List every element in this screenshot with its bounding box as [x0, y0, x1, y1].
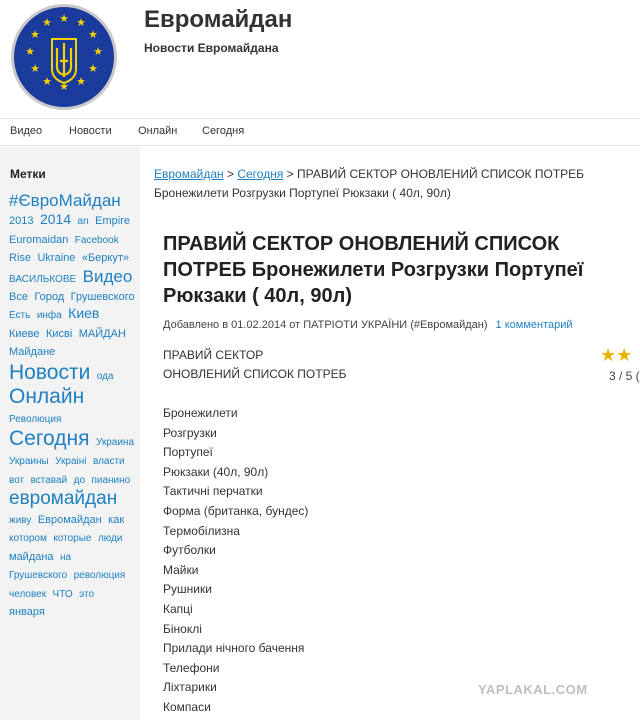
tag-link[interactable]: Видео [82, 266, 133, 286]
breadcrumb-link-euromaidan[interactable]: Евромайдан [154, 167, 224, 181]
nav-item-video[interactable]: Видео [10, 125, 43, 137]
tags-heading: Метки [10, 167, 46, 181]
tag-link[interactable]: Революция [9, 413, 62, 425]
tag-link[interactable]: это [79, 588, 95, 600]
breadcrumb-separator: > [223, 167, 238, 181]
tag-link[interactable]: #ЄвроМайдан [9, 191, 121, 210]
tag-link[interactable]: Empire [95, 215, 130, 228]
needs-list-item: Бронежилети [163, 406, 238, 420]
needs-list-item: Телефони [163, 660, 220, 675]
main-content [140, 147, 640, 720]
needs-list-item: Ліхтарики [163, 680, 217, 695]
tag-link[interactable]: Ukraine [37, 252, 76, 265]
svg-text:★: ★ [42, 75, 52, 88]
site-title[interactable]: Евромайдан [144, 6, 293, 33]
tag-link[interactable]: власти [92, 456, 125, 468]
site-header [0, 0, 640, 118]
tag-link[interactable]: живу [9, 514, 32, 526]
tag-link[interactable]: Украіні [55, 456, 87, 468]
svg-text:★: ★ [25, 45, 35, 58]
tag-link[interactable]: майдана [9, 550, 54, 563]
breadcrumb-link-today[interactable]: Сегодня [237, 167, 284, 181]
article-meta-text: Добавлено в 01.02.2014 от ПАТРІОТИ УКРАЇНИ (#Евромайдан) [163, 319, 488, 331]
svg-text:★: ★ [59, 12, 69, 25]
tag-link[interactable]: котором [9, 533, 47, 545]
needs-list-item: Компаси [163, 699, 211, 714]
tag-link[interactable]: на [60, 551, 72, 563]
tag-link[interactable]: Есть [9, 310, 31, 322]
article-meta [163, 319, 640, 331]
tag-cloud [9, 191, 137, 620]
tag-link[interactable]: Город [34, 290, 65, 303]
tag-link[interactable]: МАЙДАН [78, 327, 126, 340]
sidebar [0, 147, 140, 720]
tag-link[interactable]: Rise [9, 252, 32, 265]
tag-link[interactable]: Майдане [9, 346, 56, 359]
needs-list-item: Рушники [163, 582, 212, 597]
needs-list-item: Футболки [163, 543, 216, 558]
tag-link[interactable]: Кисві [45, 327, 73, 340]
tag-link[interactable]: которые [53, 533, 92, 545]
svg-text:★: ★ [88, 62, 98, 75]
svg-text:★: ★ [88, 28, 98, 41]
tag-link[interactable]: ВАСИЛЬКОВЕ [9, 273, 77, 285]
svg-text:★: ★ [76, 75, 86, 88]
tag-link[interactable]: вставай [30, 474, 68, 486]
needs-list-item: Форма (британка, бундес) [163, 503, 309, 518]
needs-list-item: Тактичні перчатки [163, 484, 263, 499]
nav-item-online[interactable]: Онлайн [138, 125, 178, 137]
tag-link[interactable]: ЧТО [52, 588, 73, 600]
main-nav [0, 118, 640, 146]
tag-link[interactable]: Украины [9, 456, 49, 468]
needs-list-item: Термобілизна [163, 523, 240, 538]
tag-link[interactable]: люди [97, 533, 123, 545]
tag-link[interactable]: пианино [91, 474, 131, 486]
needs-list-item: Майки [163, 562, 199, 577]
tag-link[interactable]: революция [73, 570, 126, 582]
breadcrumb-separator: > [283, 167, 298, 181]
tag-link[interactable]: Сегодня [9, 427, 90, 451]
tag-link[interactable]: Евромайдан [37, 513, 102, 526]
rating-text: 3 / 5 ( [609, 369, 640, 383]
tag-link[interactable]: «Беркут» [81, 252, 129, 265]
needs-list-item: Розгрузки [163, 425, 217, 440]
euromaidan-trident-logo-icon[interactable] [10, 3, 118, 111]
nav-item-today[interactable]: Сегодня [202, 125, 245, 137]
intro-line: ОНОВЛЕНИЙ СПИСОК ПОТРЕБ [163, 367, 347, 381]
tag-link[interactable]: человек [9, 588, 47, 600]
breadcrumb-current: ПРАВИЙ СЕКТОР ОНОВЛЕНИЙ СПИСОК ПОТРЕБ Бронежилети Розгрузки Портупеї Рюкзаки ( 40л, 90л) [154, 167, 585, 200]
needs-list-item: Портупеї [163, 445, 213, 460]
tag-link[interactable]: Грушевского [70, 290, 135, 303]
watermark: YAPLAKAL.COM [478, 682, 588, 697]
article-title: ПРАВИЙ СЕКТОР ОНОВЛЕНИЙ СПИСОК ПОТРЕБ Бронежилети Розгрузки Портупеї Рюкзаки ( 40л, 90л) [163, 233, 584, 307]
needs-list-item: Рюкзаки (40л, 90л) [163, 464, 269, 479]
svg-text:★: ★ [42, 16, 52, 29]
svg-text:★: ★ [76, 16, 86, 29]
needs-list-item: Прилади нічного бачення [163, 641, 305, 656]
tag-link[interactable]: до [73, 474, 86, 486]
svg-text:★: ★ [59, 80, 69, 93]
svg-text:★: ★ [30, 28, 40, 41]
tag-link[interactable]: Все [9, 290, 28, 303]
breadcrumb [154, 165, 640, 203]
tag-link[interactable]: Киев [68, 305, 100, 322]
svg-text:★: ★ [93, 45, 103, 58]
nav-item-news[interactable]: Новости [69, 125, 112, 137]
tag-link[interactable]: 2014 [39, 211, 72, 228]
tag-link[interactable]: января [9, 605, 45, 618]
comments-link[interactable]: 1 комментарий [495, 319, 573, 331]
tag-link[interactable]: вот [9, 474, 25, 486]
needs-list-item: Біноклі [163, 621, 202, 636]
tag-link[interactable]: Euromaidan [9, 233, 69, 246]
tag-link[interactable]: an [77, 216, 89, 228]
tag-link[interactable]: инфа [36, 310, 62, 322]
tag-link[interactable]: 2013 [9, 215, 34, 228]
tag-link[interactable]: евромайдан [9, 488, 118, 510]
site-subtitle: Новости Евромайдана [144, 41, 279, 55]
needs-list-item: Капці [163, 601, 193, 616]
tag-link[interactable]: как [108, 513, 125, 526]
needs-list [163, 404, 308, 718]
tag-link[interactable]: Онлайн [9, 384, 85, 408]
tag-link[interactable]: Украина [95, 437, 135, 449]
svg-text:★: ★ [30, 62, 40, 75]
tag-link[interactable]: Новости [9, 360, 91, 384]
tag-link[interactable]: ода [96, 370, 114, 382]
tag-link[interactable]: Facebook [74, 234, 119, 246]
rating-stars[interactable]: ★★ [600, 345, 633, 365]
intro-line: ПРАВИЙ СЕКТОР [163, 348, 264, 362]
tag-link[interactable]: Грушевского [9, 570, 68, 582]
article-intro [163, 346, 346, 384]
tag-link[interactable]: Киеве [9, 327, 40, 340]
